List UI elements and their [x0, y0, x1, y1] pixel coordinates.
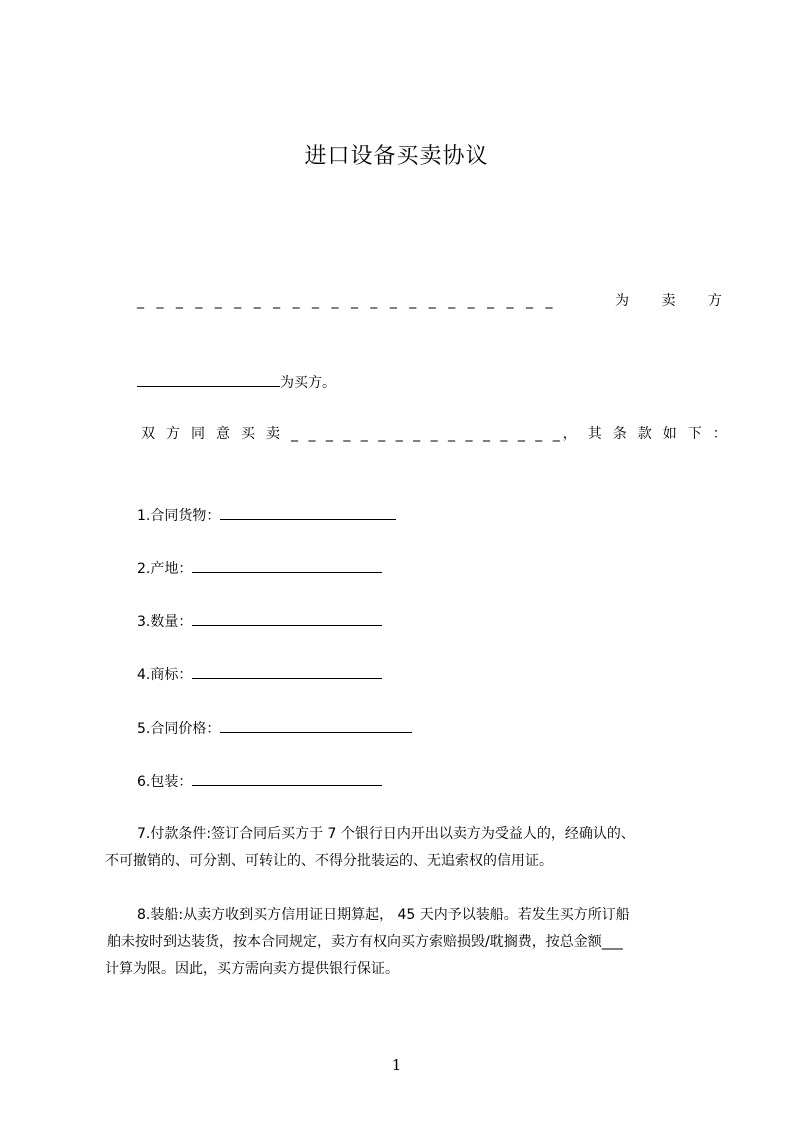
item-contract-price	[137, 718, 412, 738]
agreement-suffix: ，其条款如下：	[562, 426, 738, 442]
seller-label: 为 卖 方	[615, 293, 736, 309]
page-number: 1	[391, 1056, 402, 1074]
item-quantity	[137, 611, 382, 631]
item-contract-goods	[137, 505, 396, 525]
buyer-line	[137, 372, 336, 392]
item-packing	[137, 771, 382, 791]
buyer-blank	[137, 372, 280, 387]
item-label: 4.商标：	[137, 667, 193, 683]
item-blank	[220, 718, 412, 733]
payment-terms-line-2: 不可撤销的、可分割、可转让的、不得分批装运的、无追索权的信用证。	[105, 853, 553, 869]
item-blank	[220, 505, 396, 520]
item-label: 1.合同货物：	[137, 508, 221, 524]
shipment-terms-line-2: 舶未按时到达装货，按本合同规定，卖方有权向买方索赔损毁/耽搁费，按总金额___	[107, 934, 623, 950]
item-blank	[192, 771, 382, 786]
item-label: 5.合同价格：	[137, 721, 221, 737]
seller-blank: _ _ _ _ _ _ _ _ _ _ _ _ _ _ _ _ _ _ _ _ _ _	[137, 293, 557, 309]
item-label: 6.包装：	[137, 774, 193, 790]
buyer-label: 为买方。	[280, 375, 336, 391]
item-blank	[192, 558, 382, 573]
agreement-line	[141, 425, 738, 443]
item-trademark	[137, 664, 382, 684]
shipment-terms-line-1: 8.装船:从卖方收到买方信用证日期算起， 45 天内予以装船。若发生买方所订船	[137, 907, 630, 923]
item-label: 3.数量：	[137, 614, 193, 630]
item-origin	[137, 558, 382, 578]
shipment-terms-line-3: 计算为限。因此，买方需向卖方提供银行保证。	[105, 961, 399, 977]
item-label: 2.产地：	[137, 561, 193, 577]
item-blank	[192, 664, 382, 679]
seller-line	[137, 292, 736, 310]
agreement-blank: _ _ _ _ _ _ _ _ _ _ _ _ _ _ _ _	[291, 426, 563, 442]
payment-terms-line-1: 7.付款条件:签订合同后买方于 7 个银行日内开出以卖方为受益人的，经确认的、	[137, 826, 635, 842]
agreement-prefix: 双方同意买卖	[141, 426, 291, 442]
document-title: 进口设备买卖协议	[304, 144, 489, 169]
item-blank	[192, 611, 382, 626]
